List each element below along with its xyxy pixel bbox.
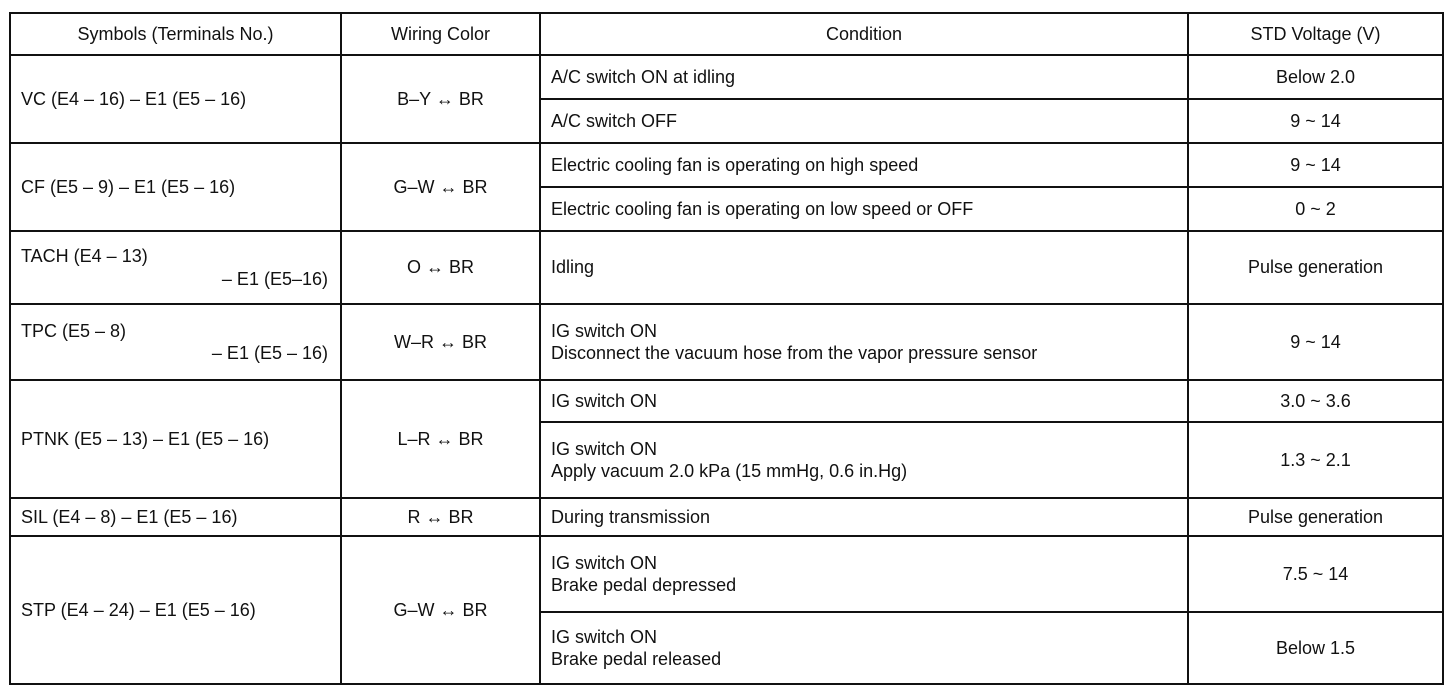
voltage-cell: 3.0 ~ 3.6 xyxy=(1188,380,1443,422)
condition-text: Brake pedal depressed xyxy=(551,575,737,595)
condition-text: Brake pedal released xyxy=(551,649,722,669)
symbol-text: CF (E5 – 9) – E1 (E5 – 16) xyxy=(21,176,236,197)
wiring-cell: R ↔ BR xyxy=(341,498,540,536)
condition-cell xyxy=(540,55,1188,99)
voltage-cell: 0 ~ 2 xyxy=(1188,187,1443,231)
condition-cell xyxy=(540,422,1188,498)
wiring-cell: G–W ↔ BR xyxy=(341,536,540,684)
header-row xyxy=(10,13,1443,55)
voltage-cell: Pulse generation xyxy=(1188,498,1443,536)
symbol-cell xyxy=(10,498,341,536)
table-row xyxy=(10,55,1443,99)
symbol-cell xyxy=(10,380,341,498)
table-row xyxy=(10,231,1443,304)
wiring-cell: O ↔ BR xyxy=(341,231,540,304)
wiring-cell: G–W ↔ BR xyxy=(341,143,540,231)
symbol-text: PTNK (E5 – 13) – E1 (E5 – 16) xyxy=(21,428,270,449)
condition-text: Apply vacuum 2.0 kPa (15 mmHg, 0.6 in.Hg) xyxy=(551,461,908,481)
wiring-cell: L–R ↔ BR xyxy=(341,380,540,498)
voltage-cell: 9 ~ 14 xyxy=(1188,99,1443,143)
table-row xyxy=(10,536,1443,612)
voltage-cell: Below 1.5 xyxy=(1188,612,1443,684)
condition-text: Disconnect the vacuum hose from the vapor pressure sensor xyxy=(551,343,1038,363)
symbol-text: SIL (E4 – 8) – E1 (E5 – 16) xyxy=(21,506,238,527)
condition-cell xyxy=(540,143,1188,187)
condition-text: Electric cooling fan is operating on low speed or OFF xyxy=(551,198,974,219)
condition-text: IG switch ON xyxy=(551,626,658,647)
symbol-cell xyxy=(10,304,341,380)
table-row xyxy=(10,380,1443,422)
table-row xyxy=(10,143,1443,187)
header-condition: Condition xyxy=(540,13,1188,55)
voltage-cell: Pulse generation xyxy=(1188,231,1443,304)
voltage-cell: 9 ~ 14 xyxy=(1188,304,1443,380)
condition-cell xyxy=(540,231,1188,304)
wiring-cell: B–Y ↔ BR xyxy=(341,55,540,143)
symbol-text: TACH (E4 – 13) xyxy=(21,246,148,266)
condition-cell xyxy=(540,380,1188,422)
header-wiring-color: Wiring Color xyxy=(341,13,540,55)
condition-text: Electric cooling fan is operating on high speed xyxy=(551,154,919,175)
condition-text: IG switch ON xyxy=(551,320,658,341)
condition-cell xyxy=(540,304,1188,380)
table-row xyxy=(10,304,1443,380)
condition-cell xyxy=(540,187,1188,231)
wiring-cell: W–R ↔ BR xyxy=(341,304,540,380)
condition-text: IG switch ON xyxy=(551,390,658,411)
symbol-text: VC (E4 – 16) – E1 (E5 – 16) xyxy=(21,88,247,109)
symbol-text: – E1 (E5–16) xyxy=(221,268,328,289)
voltage-cell: Below 2.0 xyxy=(1188,55,1443,99)
condition-cell xyxy=(540,536,1188,612)
symbol-cell xyxy=(10,231,341,304)
header-std-voltage: STD Voltage (V) xyxy=(1188,13,1443,55)
symbol-cell xyxy=(10,143,341,231)
symbol-cell xyxy=(10,55,341,143)
voltage-cell: 7.5 ~ 14 xyxy=(1188,536,1443,612)
symbol-text: TPC (E5 – 8) xyxy=(21,320,127,341)
voltage-cell: 1.3 ~ 2.1 xyxy=(1188,422,1443,498)
symbol-text: – E1 (E5 – 16) xyxy=(211,343,328,363)
voltage-spec-table xyxy=(9,12,1444,685)
symbol-text: STP (E4 – 24) – E1 (E5 – 16) xyxy=(21,599,256,620)
condition-text: IG switch ON xyxy=(551,552,658,573)
condition-cell xyxy=(540,99,1188,143)
symbol-cell xyxy=(10,536,341,684)
header-symbols: Symbols (Terminals No.) xyxy=(10,13,341,55)
condition-text: During transmission xyxy=(551,506,711,527)
table-row xyxy=(10,498,1443,536)
condition-cell xyxy=(540,498,1188,536)
voltage-cell: 9 ~ 14 xyxy=(1188,143,1443,187)
condition-text: Idling xyxy=(551,257,595,278)
condition-text: A/C switch ON at idling xyxy=(551,66,736,87)
condition-cell xyxy=(540,612,1188,684)
condition-text: IG switch ON xyxy=(551,438,658,459)
condition-text: A/C switch OFF xyxy=(551,110,678,131)
